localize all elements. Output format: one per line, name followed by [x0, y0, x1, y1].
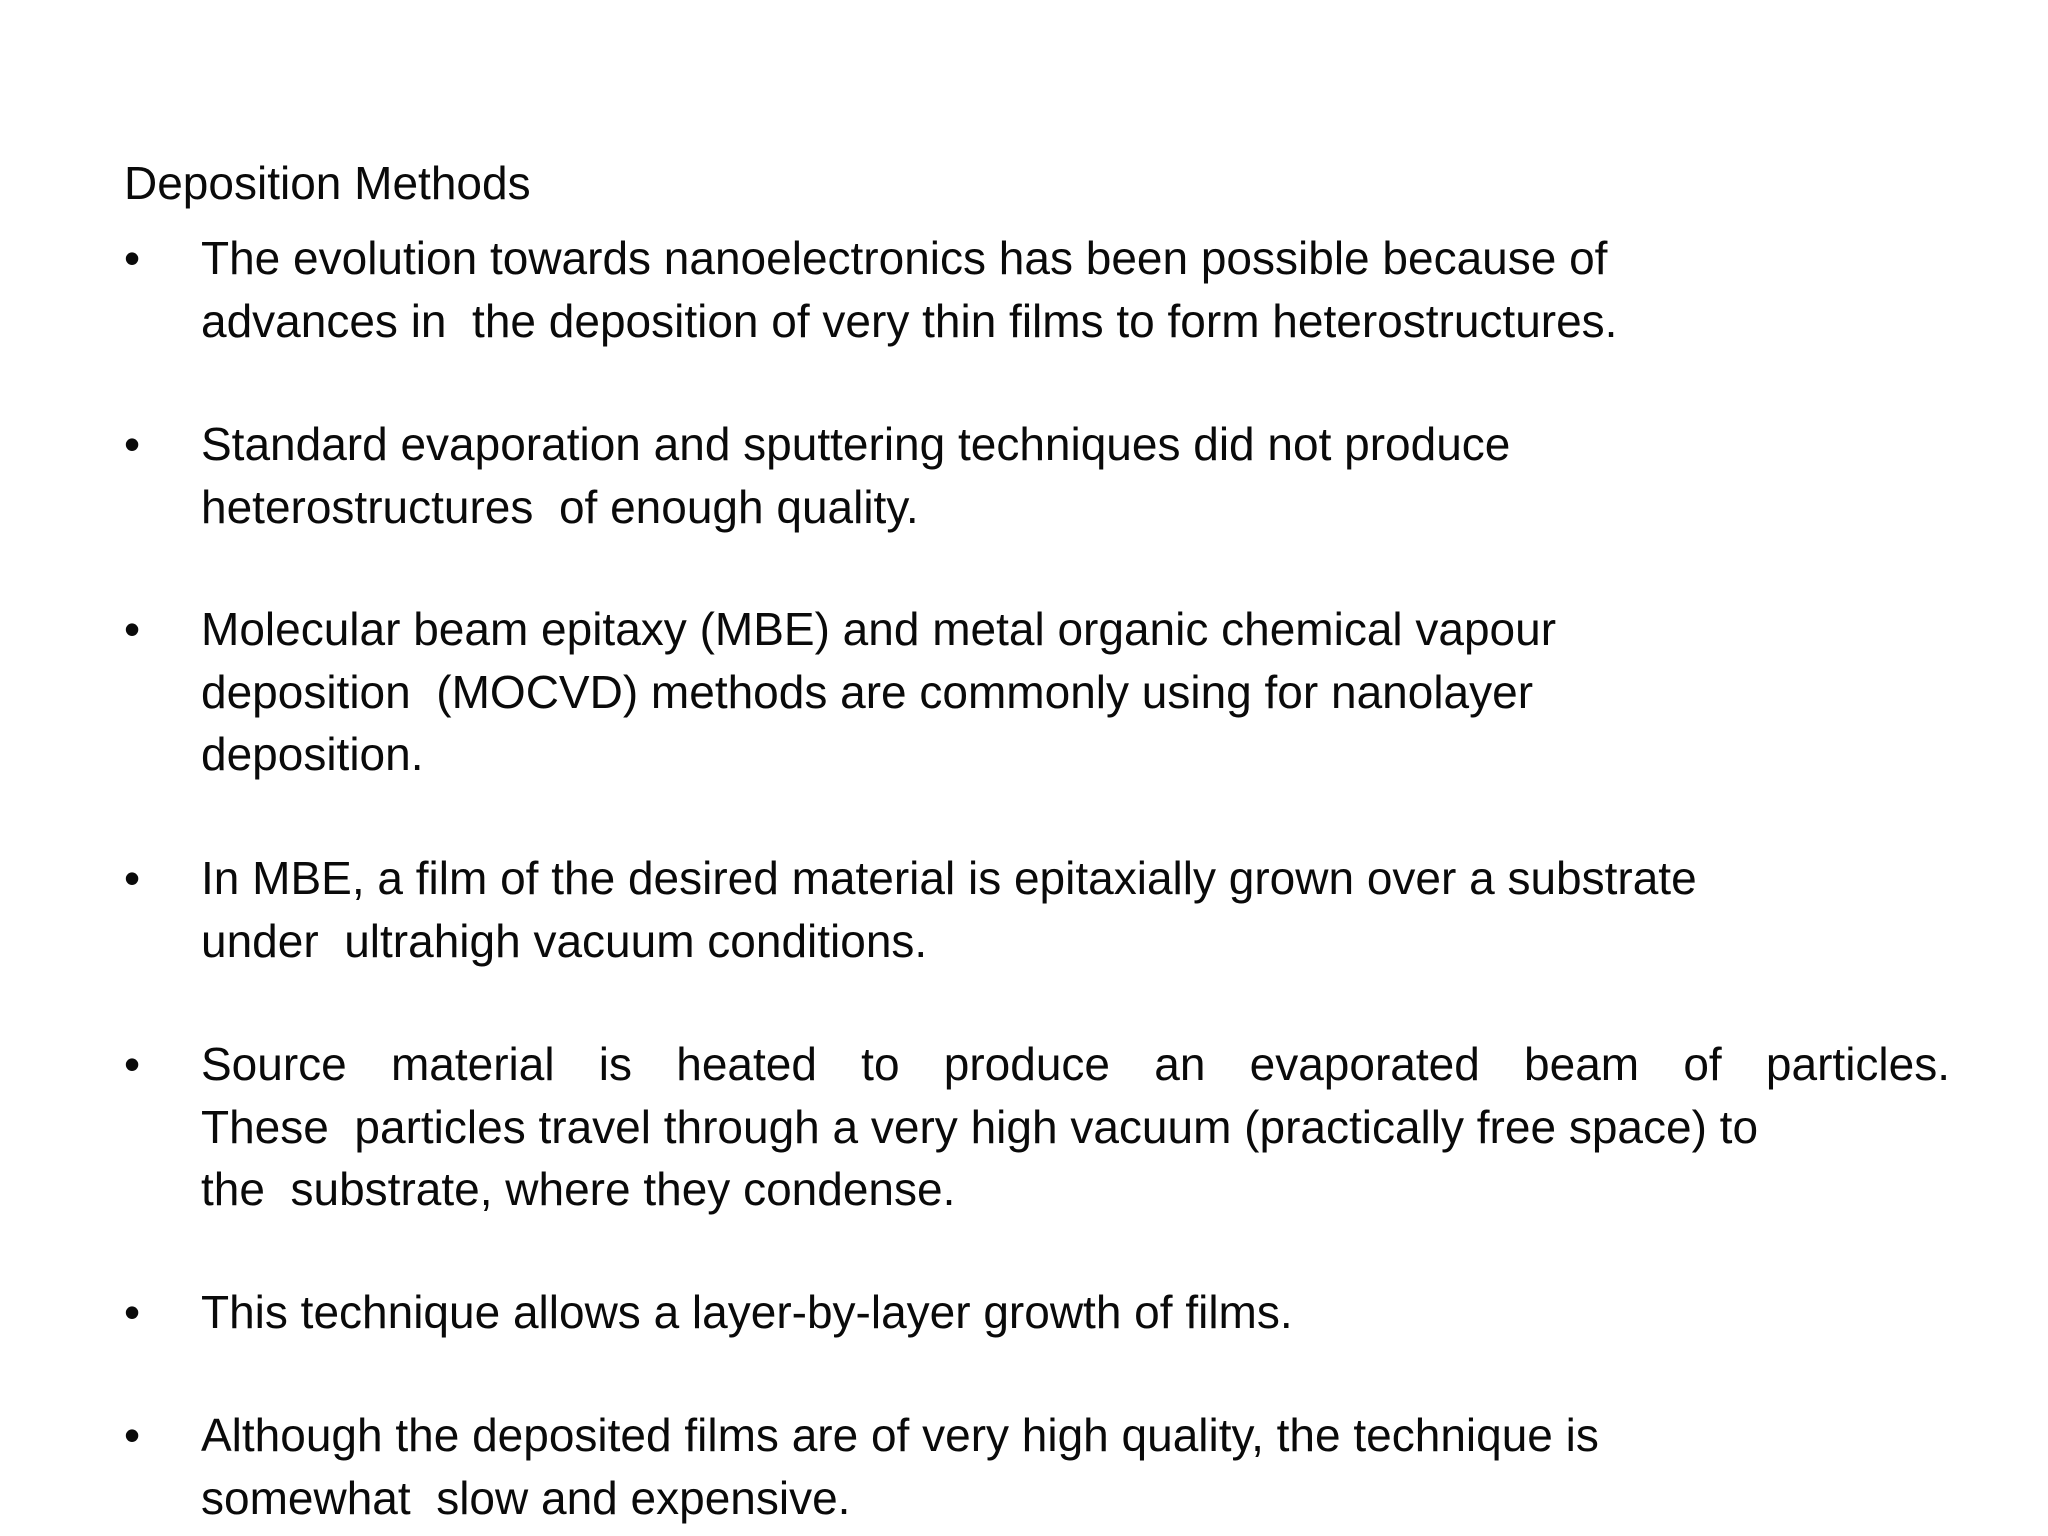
bullet-line: somewhat slow and expensive.: [201, 1471, 851, 1524]
bullet-line: Molecular beam epitaxy (MBE) and metal organic chemical vapour: [201, 603, 1557, 655]
bullet-line: The evolution towards nanoelectronics has been possible because of: [201, 232, 1608, 284]
bullet-icon: •: [124, 418, 141, 470]
bullet-text: [201, 1033, 1950, 1221]
bullet-item: [124, 413, 1950, 538]
bullet-icon: •: [124, 1038, 141, 1090]
bullet-item: [124, 1033, 1950, 1221]
bullet-line: Source material is heated to produce an evaporated beam of particles.: [201, 1038, 1950, 1090]
bullet-text: [201, 1404, 1950, 1529]
bullet-line: Standard evaporation and sputtering techniques did not produce: [201, 418, 1511, 470]
bullet-line: This technique allows a layer-by-layer growth of films.: [201, 1286, 1293, 1338]
bullet-icon: •: [124, 1409, 141, 1461]
bullet-line: Although the deposited films are of very high quality, the technique is: [201, 1409, 1599, 1461]
bullet-icon: •: [124, 603, 141, 655]
bullet-item: [124, 598, 1950, 786]
bullet-text: [201, 598, 1950, 786]
bullet-item: [124, 1404, 1950, 1529]
bullet-icon: •: [124, 852, 141, 904]
bullet-text: [201, 847, 1950, 972]
bullet-item: [124, 847, 1950, 972]
bullet-icon: •: [124, 1286, 141, 1338]
slide-title: Deposition Methods: [124, 157, 531, 209]
bullet-line: advances in the deposition of very thin films to form heterostructures.: [201, 294, 1618, 347]
bullet-line: In MBE, a film of the desired material is epitaxially grown over a substrate: [201, 852, 1697, 904]
bullet-line: the substrate, where they condense.: [201, 1163, 956, 1215]
bullet-item: [124, 227, 1950, 352]
bullet-line: deposition (MOCVD) methods are commonly using for nanolayer: [201, 665, 1534, 718]
bullet-line: deposition.: [201, 728, 424, 780]
bullet-text: [201, 227, 1950, 352]
bullet-item: [124, 1281, 1950, 1344]
bullet-text: [201, 1281, 1950, 1344]
bullet-icon: •: [124, 232, 141, 284]
bullet-line: These particles travel through a very high vacuum (practically free space) to: [201, 1100, 1759, 1153]
bullet-line: heterostructures of enough quality.: [201, 480, 919, 533]
bullet-text: [201, 413, 1950, 538]
bullet-line: under ultrahigh vacuum conditions.: [201, 914, 928, 967]
